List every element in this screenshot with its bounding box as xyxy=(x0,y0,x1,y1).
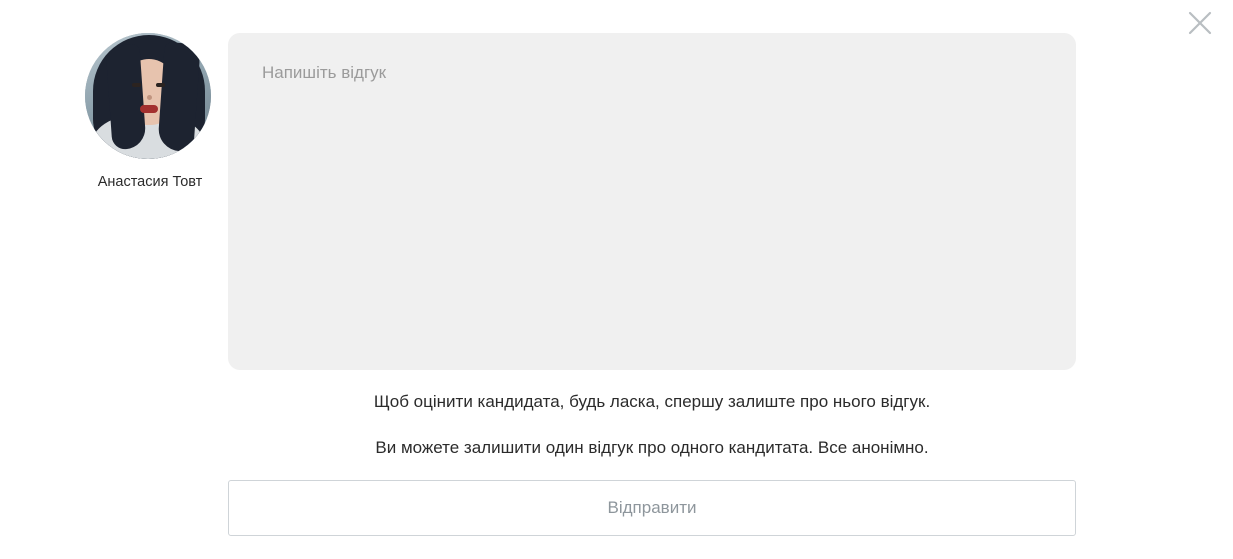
candidate-block xyxy=(85,33,215,192)
avatar-hair-right xyxy=(157,42,200,152)
avatar-eye-right xyxy=(156,83,165,87)
submit-button[interactable]: Відправити xyxy=(228,480,1076,536)
avatar-hair-left xyxy=(105,44,146,150)
hint-rate-first: Щоб оцінити кандидата, будь ласка, спершу залиште про нього відгук. xyxy=(373,392,931,411)
hint-anonymous: Ви можете залишити один відгук про одного кандитата. Все анонімно. xyxy=(375,438,929,457)
candidate-name: Анастасия Товт xyxy=(97,174,203,190)
review-textarea[interactable] xyxy=(228,33,1076,370)
close-button[interactable] xyxy=(1183,6,1217,40)
avatar xyxy=(85,33,211,159)
avatar-nose xyxy=(147,95,152,100)
avatar-lips xyxy=(140,105,158,113)
avatar-eye-left xyxy=(132,83,141,87)
close-icon xyxy=(1187,10,1213,36)
